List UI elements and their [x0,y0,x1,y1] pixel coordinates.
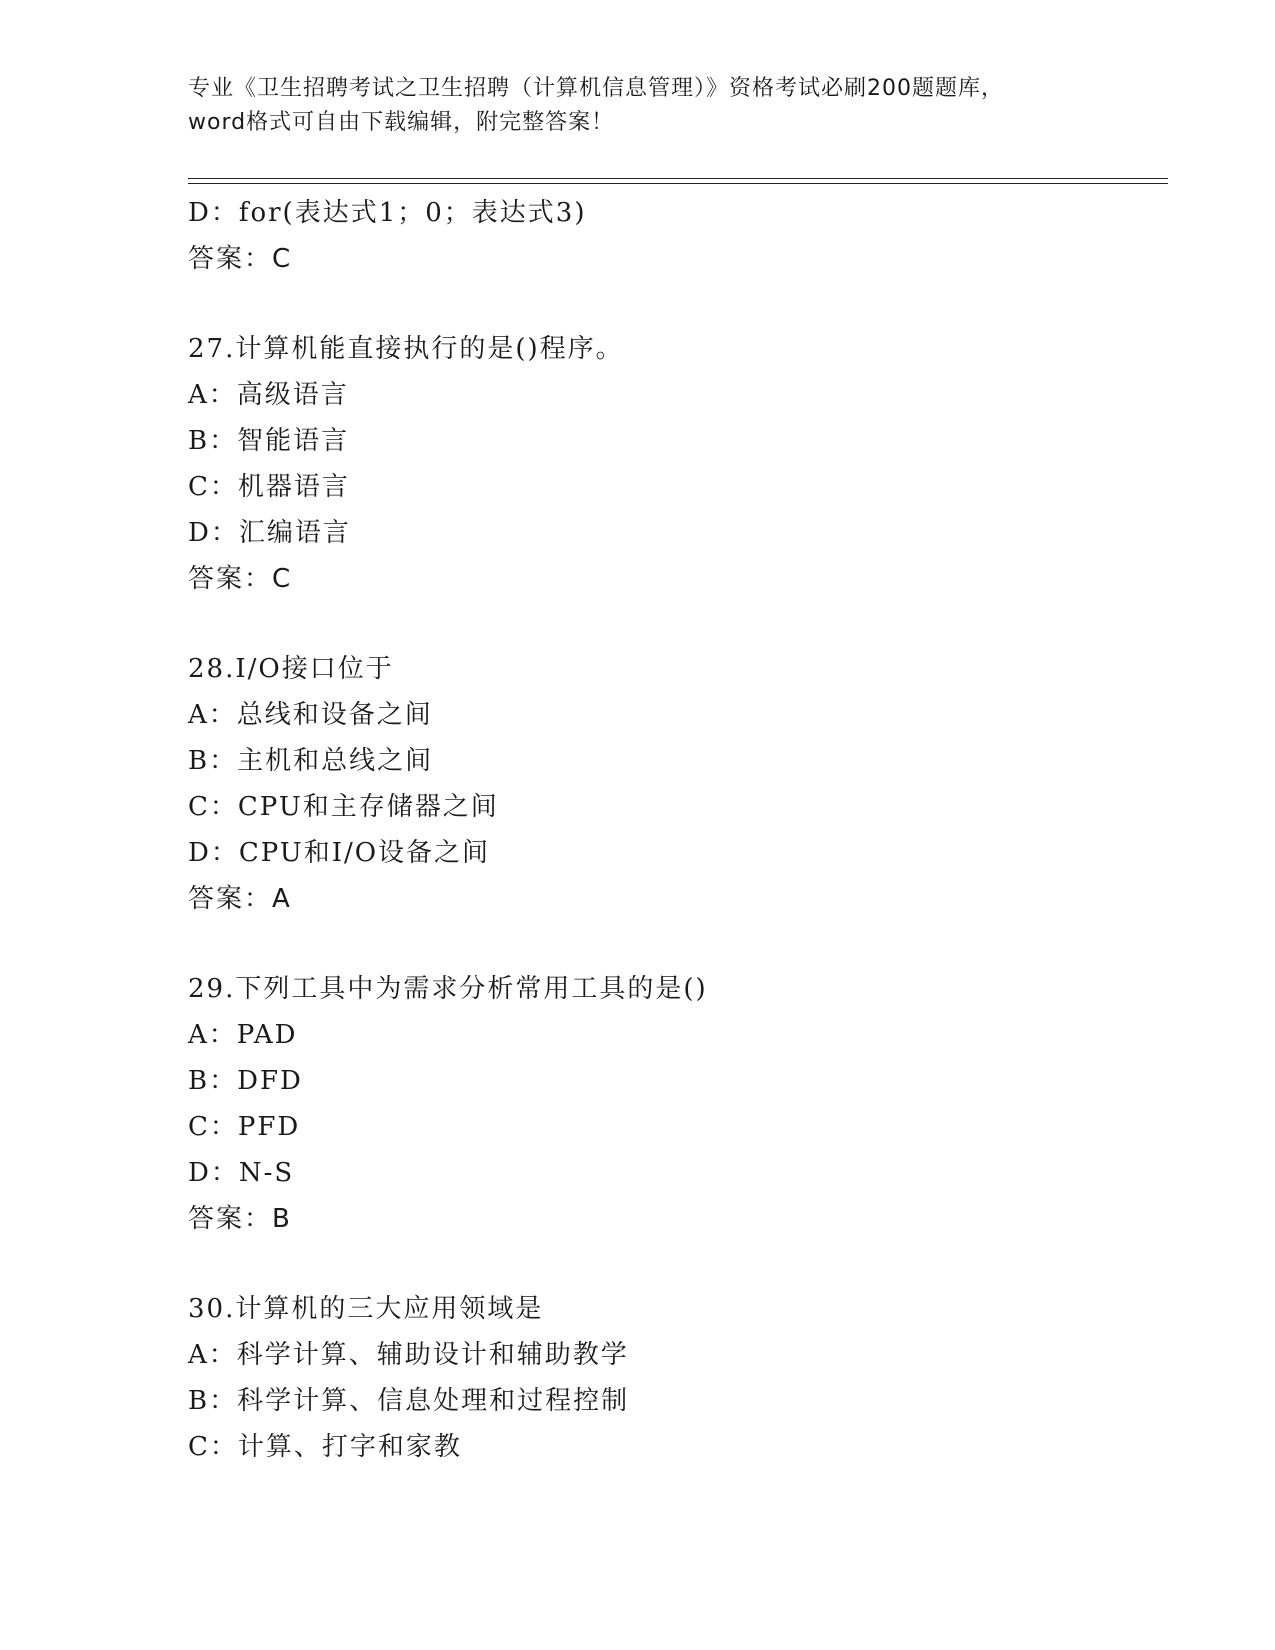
spacer [188,922,1148,966]
option-d: D：for(表达式1；0；表达式3) [188,198,587,228]
option-a: A：科学计算、辅助设计和辅助教学 [188,1340,629,1370]
question-stem: 29.下列工具中为需求分析常用工具的是() [188,974,708,1004]
spacer [188,1242,1148,1286]
spacer [188,602,1148,646]
answer-text: 答案：C [188,564,293,594]
option-d: D：汇编语言 [188,518,351,548]
option-b: B：主机和总线之间 [188,746,434,776]
option-c: C：计算、打字和家教 [188,1432,462,1462]
option-d: D：N-S [188,1158,295,1188]
question-stem: 28.I/O接口位于 [188,654,394,684]
option-a: A：总线和设备之间 [188,700,433,730]
option-b: B：DFD [188,1066,303,1096]
option-c: C：PFD [188,1112,301,1142]
spacer [188,282,1148,326]
answer-text: 答案：A [188,884,292,914]
question-stem: 30.计算机的三大应用领域是 [188,1294,544,1324]
question-30 [188,1286,1148,1470]
question-stem: 27.计算机能直接执行的是()程序。 [188,334,624,364]
answer-text: 答案：B [188,1204,292,1234]
question-27 [188,326,1148,602]
header-subtitle-line: word格式可自由下载编辑，附完整答案！ [188,110,615,135]
question-28 [188,646,1148,922]
header-divider-top [188,178,1168,179]
carryover-question [188,190,1148,282]
option-c: C：机器语言 [188,472,350,502]
header-divider-bottom [188,183,1168,184]
document-header [188,72,1088,140]
header-title-line: 专业《卫生招聘考试之卫生招聘（计算机信息管理）》资格考试必刷200题题库， [188,76,1004,101]
option-a: A：高级语言 [188,380,349,410]
question-list [188,190,1148,1470]
option-b: B：智能语言 [188,426,350,456]
option-a: A：PAD [188,1020,298,1050]
option-c: C：CPU和主存储器之间 [188,792,499,822]
option-d: D：CPU和I/O设备之间 [188,838,491,868]
answer-text: 答案：C [188,244,293,274]
option-b: B：科学计算、信息处理和过程控制 [188,1386,630,1416]
question-29 [188,966,1148,1242]
